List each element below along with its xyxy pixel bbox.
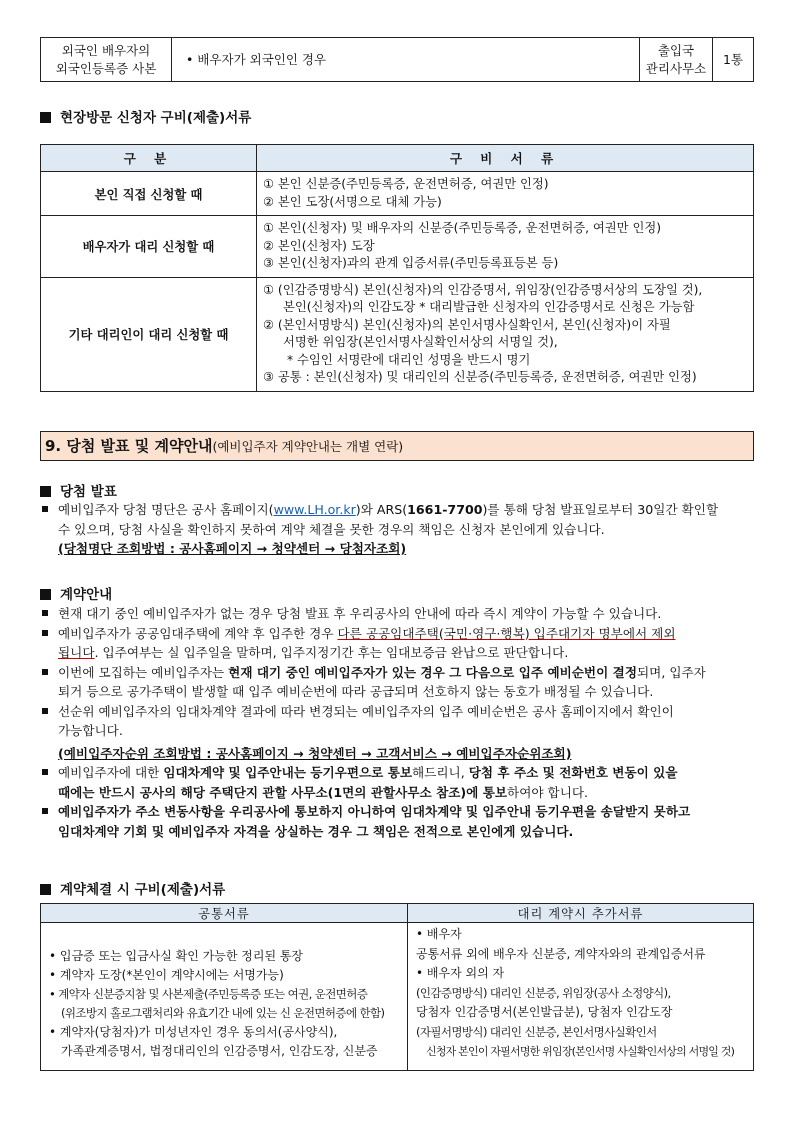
list-item: (자필서명방식) 대리인 신분증, 본인서명사실확인서 [416,1024,657,1039]
list-item: • 입금증 또는 입금사실 확인 가능한 정리된 통장 [49,949,304,963]
list-item [40,763,706,783]
square-bullet-icon [40,112,51,123]
list-item: 신청자 본인이 자필서명한 위임장(본인서명 사실확인서상의 서명일 것) [426,1045,735,1058]
announce-text-b: )와 ARS( [355,502,408,517]
contract-bullet3-bold: 현재 대기 중인 예비입주자가 있는 경우 그 다음으로 입주 예비순번이 결정 [228,664,637,680]
list-item: ① 본인 신분증(주민등록증, 운전면허증, 여권만 인정) [263,177,549,191]
common-docs-cell [41,923,408,1071]
square-bullet-icon [40,589,51,600]
bullet-icon [42,610,48,616]
list-item: (위조방지 홀로그램처리와 유효기간 내에 있는 신 운전면허증에 한함) [61,1006,385,1020]
row-category: 배우자가 대리 신청할 때 [41,216,257,278]
header-copies-cell: 1통 [713,38,754,82]
contract-bullet1: 현재 대기 중인 예비입주자가 없는 경우 당첨 발표 후 우리공사의 안내에 따라 즉시 계약이 가능할 수 있습니다. [58,606,662,621]
contract-bullet5-bold1: 임대차계약 및 입주안내는 등기우편으로 통보 [163,765,413,780]
lh-homepage-link[interactable]: www.LH.or.kr [273,502,356,517]
list-item: * 수임인 서명란에 대리인 성명을 반드시 명기 [287,352,531,367]
header-office-line1: 출입국 [657,42,695,58]
list-item: ② 본인 도장(서명으로 대체 가능) [263,194,442,209]
list-item [40,822,706,842]
contract-bullet2-underlined: 다른 공공임대주택(국민·영구·행복) 입주대기자 명부에서 제외 [337,625,676,641]
contract-bullet3-a: 이번에 모집하는 예비입주자는 [58,664,229,680]
list-item: 공통서류 외에 배우자 신분증, 계약자와의 관계입증서류 [416,946,706,961]
contract-bullet5-line2-tail: 하여야 합니다. [507,784,589,800]
contract-bullet2-underlined2: 됩니다 [58,645,95,660]
list-item: 가능합니다. [58,723,123,738]
header-title-line1: 외국인 배우자의 [61,42,151,58]
announce-text-c: )를 통해 당첨 발표일로부터 30일간 확인할 [482,502,719,517]
section9-note: (예비입주자 계약안내는 개별 연락) [212,439,404,454]
list-item: ③ 본인(신청자)과의 관계 입증서류(주민등록표등본 등) [263,256,559,270]
square-bullet-icon [40,486,51,497]
row-items [257,277,754,391]
list-item: ② (본인서명방식) 본인(신청자)의 본인서명사실확인서, 본인(신청자)이 자필 [263,317,671,332]
contract-bullet6-line2: 임대차계약 기회 및 예비입주자 자격을 상실하는 경우 그 책임은 전적으로 본인에게 있습니다. [58,823,574,839]
list-item [40,802,706,822]
list-item: 서명한 위임장(본인서명사실확인서상의 서명일 것), [283,335,558,349]
section9-title: 9. 당첨 발표 및 계약안내 [45,437,213,455]
contract-docs-title-text: 계약체결 시 구비(제출)서류 [60,882,226,898]
bullet-icon [42,630,48,636]
bullet-icon [42,506,48,512]
bullet-icon [42,708,48,714]
announce-text-a: 예비입주자 당첨 명단은 공사 홈페이지( [58,502,274,517]
list-item [40,624,706,644]
announce-title-text: 당첨 발표 [60,484,117,500]
list-item [40,702,706,722]
col-proxy-header: 대리 계약시 추가서류 [408,904,754,923]
row-category: 본인 직접 신청할 때 [41,172,257,216]
table-row [41,277,754,391]
proxy-docs-cell [408,923,754,1071]
list-item [40,783,706,803]
contract-bullet5-a: 예비입주자에 대한 [58,765,164,780]
section9-banner [40,431,754,461]
contract-docs-title [40,878,225,898]
list-item: ② 본인(신청자) 도장 [263,238,375,253]
contract-info-body [40,604,706,841]
visit-section-title-text: 현장방문 신청자 구비(제출)서류 [60,110,252,126]
contract-bullet3-b: 되며, 입주자 [636,664,706,680]
list-item: • 계약자 신분증지참 및 사본제출(주민등록증 또는 여권, 운전면허증 [49,987,368,1001]
row-category: 기타 대리인이 대리 신청할 때 [41,277,257,391]
col-category-header: 구 분 [41,145,257,172]
col-docs-header: 구 비 서 류 [257,145,754,172]
bullet-icon [42,769,48,775]
winner-lookup-method: (당첨명단 조회방법 : 공사홈페이지 → 청약센터 → 당첨자조회) [58,541,407,556]
table-row [41,216,754,278]
list-item: 본인(신청자)의 인감도장 * 대리발급한 신청자의 인감증명서로 신청은 가능함 [283,300,695,314]
list-item [40,604,706,624]
header-office-line2: 관리사무소 [645,60,707,76]
list-item: • 배우자 외의 자 [416,966,505,980]
contract-bullet4: 선순위 예비입주자의 임대차계약 결과에 따라 변경되는 예비입주자의 입주 예비순번은 공사 홈페이지에서 확인이 [58,703,674,719]
contract-info-title [40,583,112,603]
contract-bullet6-line1: 예비입주자가 주소 변동사항을 우리공사에 통보하지 아니하여 임대차계약 및 입주안내 등기우편을 송달받지 못하고 [58,804,691,819]
table-row [41,172,754,216]
list-item [40,663,706,683]
list-item: ③ 공통 : 본인(신청자) 및 대리인의 신분증(주민등록증, 운전면허증, 여권만 인정) [263,370,697,384]
announce-paragraph [40,500,718,559]
visit-docs-table [40,144,754,392]
contract-bullet2-a: 예비입주자가 공공임대주택에 계약 후 입주한 경우 [58,625,338,641]
square-bullet-icon [40,884,51,895]
list-item: • 계약자 도장(*본인이 계약시에는 서명가능) [49,968,284,982]
announce-title [40,480,117,500]
row-items [257,216,754,278]
ars-number: 1661-7700 [407,502,483,517]
header-table [40,37,754,82]
header-title-cell [41,38,172,82]
waitlist-lookup-method: (예비입주자순위 조회방법 : 공사홈페이지 → 청약센터 → 고객서비스 → 예비입주자순위조회) [58,745,572,761]
list-item: 퇴거 등으로 공가주택이 발생할 때 입주 예비순번에 따라 공급되며 선호하지 않는 동호가 배정될 수 있습니다. [58,684,654,699]
contract-info-title-text: 계약안내 [60,587,113,603]
contract-bullet2-b: . 입주여부는 실 입주일을 말하며, 입주지정기간 후는 임대보증금 완납으로 판단합니다. [94,645,569,660]
bullet-icon [42,669,48,675]
list-item: • 배우자 [416,927,462,941]
list-item: • 계약자(당첨자)가 미성년자인 경우 동의서(공사양식), [49,1025,338,1039]
header-title-line2: 외국인등록증 사본 [55,60,157,76]
row-items [257,172,754,216]
visit-section-title [40,106,251,126]
announce-line2: 수 있으며, 당첨 사실을 확인하지 못하여 계약 체결을 못한 경우의 책임은 신청자 본인에게 있습니다. [58,521,605,537]
bullet-icon [42,808,48,814]
contract-bullet5-b: 해드리니, [412,765,469,780]
header-case-cell: • 배우자가 외국인인 경우 [172,38,640,82]
contract-bullet5-line2-bold: 때에는 반드시 공사의 해당 주택단지 관할 사무소(1면의 관할사무소 참조)에 통보 [58,784,508,800]
header-office-cell [640,38,713,82]
col-common-header: 공통서류 [41,904,408,923]
list-item: (인감증명방식) 대리인 신분증, 위임장(공사 소정양식), [416,985,671,1000]
list-item: ① (인감증명방식) 본인(신청자)의 인감증명서, 위임장(인감증명서상의 도장일 것), [263,282,703,297]
contract-docs-table [40,903,754,1071]
contract-bullet5-bold2: 당첨 후 주소 및 전화번호 변동이 있을 [468,765,678,780]
list-item: ① 본인(신청자) 및 배우자의 신분증(주민등록증, 운전면허증, 여권만 인정) [263,221,662,235]
list-item: 가족관계증명서, 법정대리인의 인감증명서, 인감도장, 신분증 [61,1044,378,1058]
list-item [40,643,706,663]
list-item: 당첨자 인감증명서(본인발급분), 당첨자 인감도장 [416,1005,673,1019]
